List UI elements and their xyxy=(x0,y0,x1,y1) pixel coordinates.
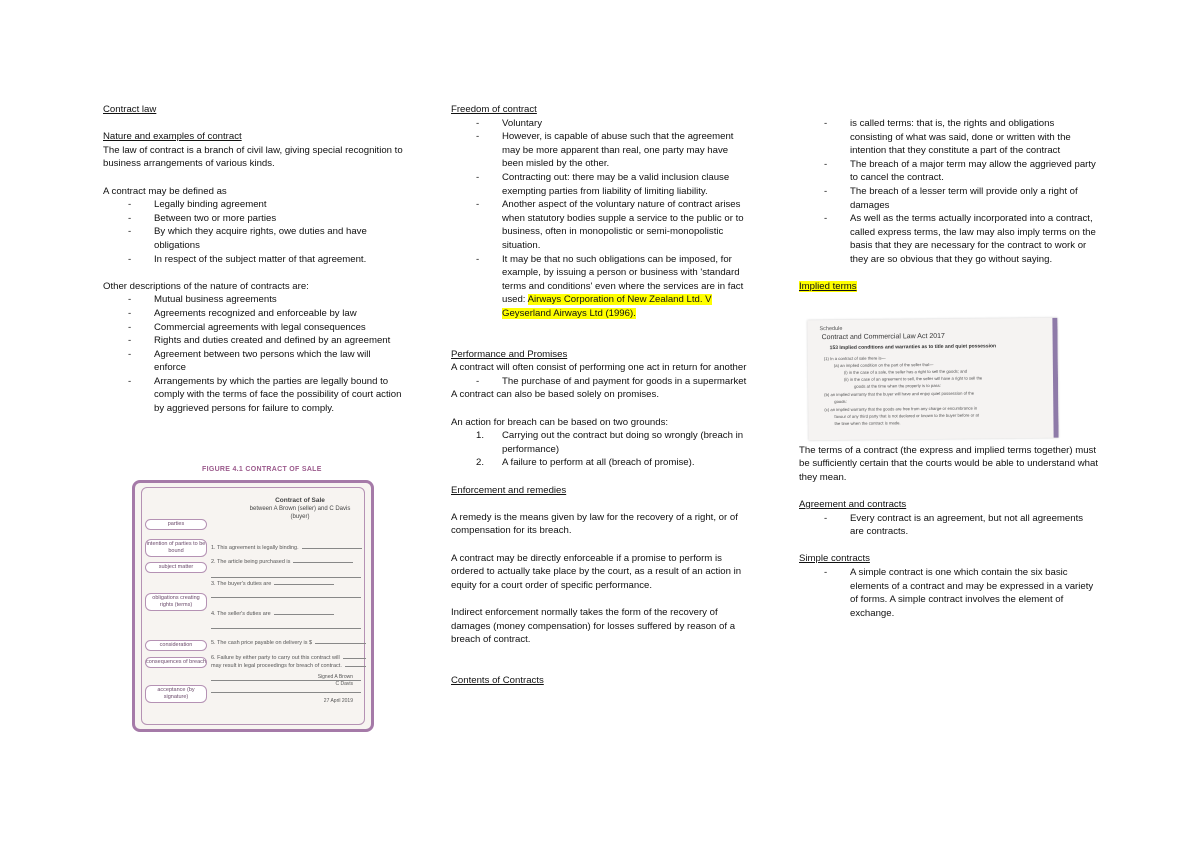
figure-line: the time when the contract is made. xyxy=(834,420,901,427)
figure-label: intention of parties to be bound xyxy=(145,539,207,557)
list-item: - The breach of a lesser term will provide only a right of damages xyxy=(799,185,1099,212)
simple-heading: Simple contracts xyxy=(799,553,870,565)
list-item: - Agreements recognized and enforceable by law xyxy=(103,307,403,321)
performance-text: A contract will often consist of performing one act in return for another xyxy=(451,362,747,374)
remedy-text: A remedy is the means given by law for the recovery of a right, or of compensation for its breach. xyxy=(451,511,738,537)
figure-line: (b) an implied warranty that the buyer will have and enjoy quiet possession of the xyxy=(824,390,975,398)
implied-terms-figure xyxy=(807,318,1058,441)
figure-label: subject matter xyxy=(145,562,207,573)
defined-list xyxy=(103,198,403,266)
case-citation: Airways Corporation of New Zealand Ltd. V Geyserland Airways Ltd (1996). xyxy=(502,294,712,319)
figure-label: acceptance (by signature) xyxy=(145,685,207,703)
freedom-heading: Freedom of contract xyxy=(451,104,537,115)
list-item: - The purchase of and payment for goods in a supermarket xyxy=(451,375,751,389)
figure-row: 5. The cash price payable on delivery is $ xyxy=(211,640,366,646)
figure-signature: Signed A Brown C Davis xyxy=(317,674,353,687)
figure-row: 6. Failure by either party to carry out this contract will xyxy=(211,655,366,661)
direct-text: A contract may be directly enforceable if a promise to perform is ordered to actually take place by the court, as a result of an action in equity for a court order of specific performance. xyxy=(451,552,742,591)
list-item: - Between two or more parties xyxy=(103,212,403,226)
list-item: - Legally binding agreement xyxy=(103,198,403,212)
figure-row: 3. The buyer's duties are xyxy=(211,581,366,587)
doc-title: Contract law xyxy=(103,104,157,115)
list-item: - Contracting out: there may be a valid inclusion clause exempting parties from liability of limiting liability. xyxy=(451,171,751,198)
defined-intro: A contract may be defined as xyxy=(103,185,227,197)
list-item: - Rights and duties created and defined by an agreement xyxy=(103,334,403,348)
figure-line: goods at the time when the property is to pass: xyxy=(854,382,941,389)
figure-line: (1) In a contract of sale there is— xyxy=(823,355,886,362)
figure-row: may result in legal proceedings for breach of contract. xyxy=(211,663,366,669)
terms-list xyxy=(799,117,1099,267)
figure-act-title: Contract and Commercial Law Act 2017 xyxy=(821,332,945,342)
breach-list xyxy=(451,429,751,470)
figure-row: 2. The article being purchased is xyxy=(211,559,366,565)
other-list xyxy=(103,293,403,415)
figure-section: 153 Implied conditions and warranties as to title and quiet possession xyxy=(829,343,997,352)
figure-heading: Contract of Sale between A Brown (seller) and C Davis (buyer) xyxy=(249,497,351,520)
list-item: - In respect of the subject matter of that agreement. xyxy=(103,253,403,267)
simple-list xyxy=(799,566,1099,620)
contents-heading: Contents of Contracts xyxy=(451,674,544,686)
list-item: - Commercial agreements with legal consequences xyxy=(103,321,403,335)
figure-date: 27 April 2019 xyxy=(323,698,353,704)
other-intro: Other descriptions of the nature of contracts are: xyxy=(103,280,309,292)
list-item: - By which they acquire rights, owe duties and have obligations xyxy=(103,225,403,252)
list-item: - Voluntary xyxy=(451,117,751,131)
list-item: - Arrangements by which the parties are legally bound to comply with the terms of face the possibility of court action by aggrieved persons for failure to comply. xyxy=(103,375,403,416)
breach-intro: An action for breach can be based on two grounds: xyxy=(451,416,669,428)
list-item: 1. Carrying out the contract but doing so wrongly (breach in performance) xyxy=(476,430,744,455)
standard-terms-text: It may be that no such obligations can be imposed, for example, by issuing a person or business with 'standard terms and conditions' even where the services are in fact used: xyxy=(502,253,744,306)
performance-heading: Performance and Promises xyxy=(451,348,568,360)
column-2 xyxy=(451,103,751,688)
figure-label: consideration xyxy=(145,640,207,651)
list-item: - As well as the terms actually incorporated into a contract, called express terms, the law may also imply terms on the basis that they are necessary for the contract to work or they are so obvious that they go without saying. xyxy=(799,212,1099,266)
list-item: 2. A failure to perform at all (breach of promise). xyxy=(476,457,695,469)
nature-text: The law of contract is a branch of civil law, giving special recognition to business arrangements of various kinds. xyxy=(103,144,403,170)
contract-of-sale-figure xyxy=(130,460,378,735)
figure-line: (c) an implied warranty that the goods are free from any charge or encumbrance in xyxy=(824,405,978,413)
nature-heading: Nature and examples of contract xyxy=(103,131,242,143)
list-item: - is called terms: that is, the rights and obligations consisting of what was said, done or written with the intention that they constitute a part of the contract xyxy=(799,117,1099,158)
list-item: - Every contract is an agreement, but not all agreements are contracts. xyxy=(799,512,1099,539)
freedom-list xyxy=(451,117,751,321)
promises-text: A contract can also be based solely on promises. xyxy=(451,389,659,401)
list-item xyxy=(451,253,751,321)
figure-line: favour of any third party that is not declared or known to the buyer before or at xyxy=(834,412,979,420)
list-item: - A simple contract is one which contain the six basic elements of a contract and may be expressed in a variety of forms. A simple contract involves the element of exchange. xyxy=(799,566,1099,620)
figure-line: goods: xyxy=(834,398,847,405)
figure-schedule: Schedule xyxy=(819,325,843,333)
figure-row: 4. The seller's duties are xyxy=(211,611,366,617)
figure-row: 1. This agreement is legally binding. xyxy=(211,545,366,551)
agreement-heading: Agreement and contracts xyxy=(799,499,907,511)
enforcement-heading: Enforcement and remedies xyxy=(451,484,567,496)
list-item: - Agreement between two persons which the law will enforce xyxy=(103,348,403,375)
figure-line: (ii) in the case of an agreement to sell, the seller will have a right to sell the xyxy=(843,375,983,382)
figure-title: FIGURE 4.1 CONTRACT OF SALE xyxy=(202,466,322,473)
list-item: - Mutual business agreements xyxy=(103,293,403,307)
figure-label: consequences of breach xyxy=(145,657,207,668)
figure-frame xyxy=(132,480,374,732)
performance-list xyxy=(451,375,751,389)
figure-label: parties xyxy=(145,519,207,530)
agreement-list xyxy=(799,512,1099,539)
list-item: - However, is capable of abuse such that the agreement may be more apparent than real, one party may have been misled by the other. xyxy=(451,130,751,171)
figure-label: obligations creating rights (terms) xyxy=(145,593,207,611)
list-item: - The breach of a major term may allow the aggrieved party to cancel the contract. xyxy=(799,158,1099,185)
express-text: The terms of a contract (the express and implied terms together) must be sufficiently certain that the courts would be able to understand what they mean. xyxy=(799,444,1099,483)
indirect-text: Indirect enforcement normally takes the form of the recovery of damages (money compensation) for losses suffered by reason of a breach of contract. xyxy=(451,606,736,646)
figure-line: (i) in the case of a sale, the seller has a right to sell the goods; and xyxy=(843,368,968,375)
list-item: - Another aspect of the voluntary nature of contract arises when statutory bodies supple a service to the public or to business, often in monopolistic or semi-monopolistic situation. xyxy=(451,198,751,252)
figure-line: (a) an implied condition on the part of the seller that— xyxy=(833,361,934,369)
implied-heading: Implied terms xyxy=(799,281,857,293)
column-1 xyxy=(103,103,403,416)
